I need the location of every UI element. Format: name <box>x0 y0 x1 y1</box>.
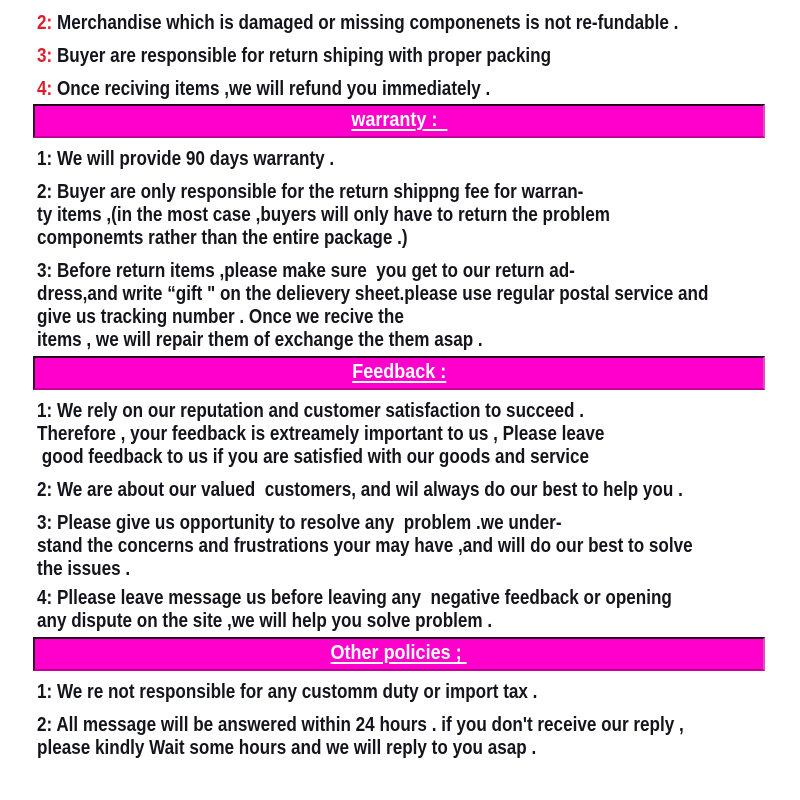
section-title: Other policies ; <box>330 642 468 664</box>
policy-line: please kindly Wait some hours and we will reply to you asap . <box>37 737 537 759</box>
policy-line: componemts rather than the entire package .) <box>37 227 408 249</box>
policy-paragraph <box>37 181 800 250</box>
policy-line: Buyer are responsible for return shiping with proper packing <box>56 45 552 67</box>
policy-paragraph <box>37 479 800 502</box>
section-feedback <box>37 400 800 633</box>
policy-line: Buyer are only responsible for the return shippng fee for warran- <box>56 181 584 203</box>
item-number: 1: <box>37 400 57 422</box>
item-number: 3: <box>37 45 57 67</box>
section-title: warranty : <box>350 109 448 131</box>
item-number: 2: <box>37 479 57 501</box>
policy-line: Before return items ,please make sure you get to our return ad- <box>56 260 575 282</box>
section-other-policies <box>37 681 800 760</box>
item-number: 1: <box>37 148 57 170</box>
section-warranty <box>37 148 800 352</box>
item-number: 2: <box>37 181 57 203</box>
policy-line: Therefore , your feedback is extreamely important to us , Please leave <box>37 423 605 445</box>
policy-paragraph <box>37 148 800 171</box>
policy-paragraph <box>37 12 800 34</box>
policy-line: stand the concerns and frustrations your may have ,and will do our best to solve <box>37 535 693 557</box>
item-number: 4: <box>37 587 57 609</box>
section-banner-warranty <box>33 104 765 138</box>
policy-line: items , we will repair them of exchange the them asap . <box>37 329 483 351</box>
policy-line: dress,and write “gift " on the delievery sheet.please use regular postal service and <box>37 283 709 305</box>
section-banner-other-policies <box>33 637 765 671</box>
policy-paragraph <box>37 587 800 633</box>
policy-paragraph <box>37 78 800 100</box>
policy-line: Once reciving items ,we will refund you immediately . <box>56 78 491 100</box>
policy-line: We rely on our reputation and customer satisfaction to succeed . <box>56 400 585 422</box>
item-number: 2: <box>37 714 57 736</box>
policy-line: We re not responsible for any customm duty or import tax . <box>56 681 538 703</box>
policy-paragraph <box>37 260 800 352</box>
policy-paragraph <box>37 400 800 469</box>
item-number: 3: <box>37 512 57 534</box>
policy-paragraph <box>37 512 800 581</box>
item-number: 1: <box>37 681 57 703</box>
policy-line: All message will be answered within 24 hours . if you don't receive our reply , <box>56 714 684 736</box>
policy-line: ty items ,(in the most case ,buyers will only have to return the problem <box>37 204 610 226</box>
policy-line: Merchandise which is damaged or missing componenets is not re-fundable . <box>56 12 679 34</box>
section-banner-feedback <box>33 356 765 390</box>
policy-line: Pllease leave message us before leaving any negative feedback or opening <box>56 587 672 609</box>
policy-line: any dispute on the site ,we will help you solve problem . <box>37 610 493 632</box>
policy-paragraph <box>37 714 800 760</box>
item-number: 2: <box>37 12 57 34</box>
policy-line: We are about our valued customers, and wil always do our best to help you . <box>56 479 683 501</box>
item-number: 4: <box>37 78 57 100</box>
policy-line: good feedback to us if you are satisfied with our goods and service <box>37 446 590 468</box>
policy-paragraph <box>37 681 800 704</box>
policy-line: give us tracking number . Once we recive the <box>37 306 404 328</box>
policy-line: We will provide 90 days warranty . <box>56 148 335 170</box>
section-title: Feedback : <box>351 361 447 383</box>
policy-paragraph <box>37 45 800 67</box>
policy-line: Please give us opportunity to resolve any problem .we under- <box>56 512 562 534</box>
item-number: 3: <box>37 260 57 282</box>
policy-line: the issues . <box>37 558 131 580</box>
